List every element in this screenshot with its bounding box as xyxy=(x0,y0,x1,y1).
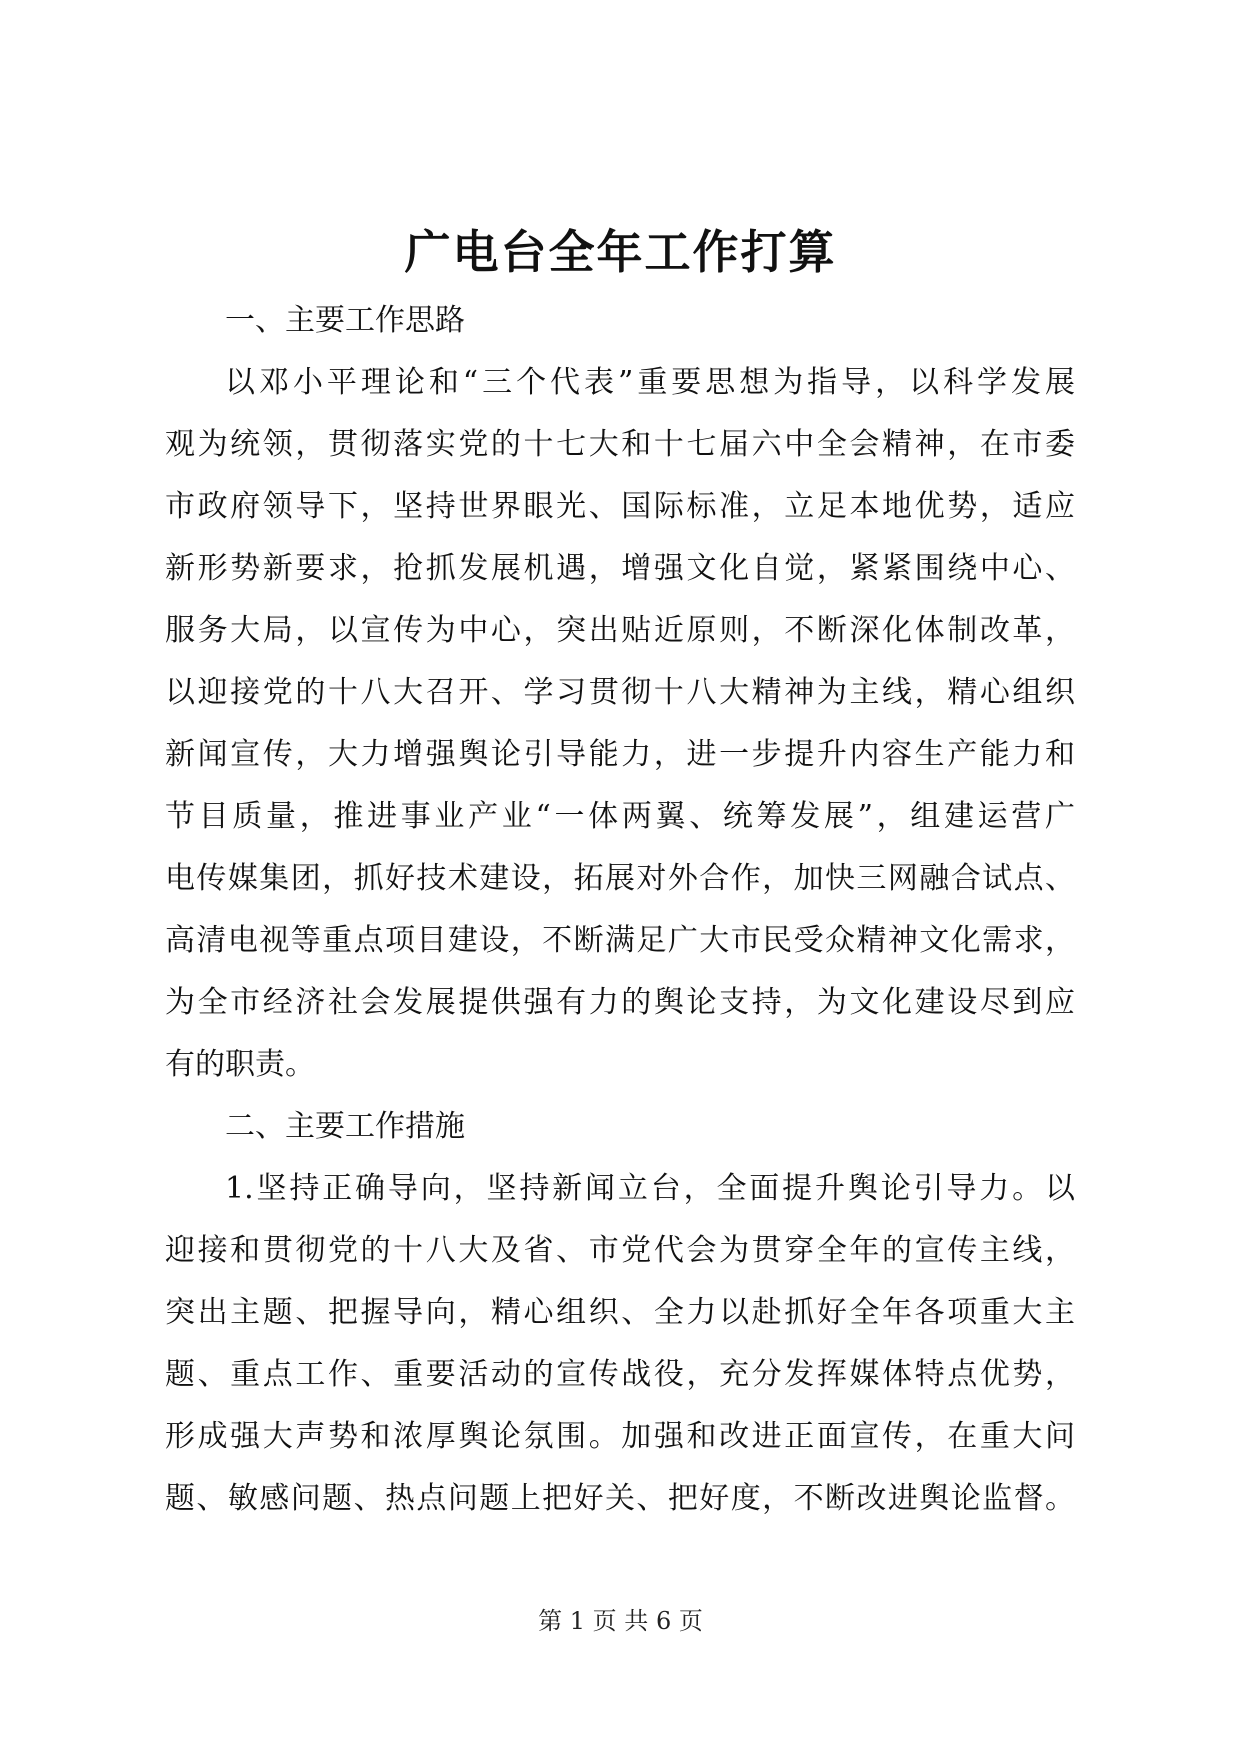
paragraph-line: 电传媒集团，抓好技术建设，拓展对外合作，加快三网融合试点、 xyxy=(165,861,1075,896)
paragraph-line: 突出主题、把握导向，精心组织、全力以赴抓好全年各项重大主 xyxy=(165,1295,1075,1330)
paragraph-line: 节目质量，推进事业产业“一体两翼、统筹发展”，组建运营广 xyxy=(165,799,1075,834)
paragraph-line: 服务大局，以宣传为中心，突出贴近原则，不断深化体制改革， xyxy=(165,613,1075,648)
paragraph-line: 为全市经济社会发展提供强有力的舆论支持，为文化建设尽到应 xyxy=(165,985,1075,1020)
paragraph-line: 市政府领导下，坚持世界眼光、国际标准，立足本地优势，适应 xyxy=(165,489,1075,524)
paragraph-line: 1.坚持正确导向，坚持新闻立台，全面提升舆论引导力。以 xyxy=(225,1171,1075,1206)
paragraph-line: 题、敏感问题、热点问题上把好关、把好度，不断改进舆论监督。 xyxy=(165,1481,1075,1516)
paragraph-line: 新闻宣传，大力增强舆论引导能力，进一步提升内容生产能力和 xyxy=(165,737,1075,772)
paragraph-line: 有的职责。 xyxy=(165,1047,315,1082)
paragraph-line: 迎接和贯彻党的十八大及省、市党代会为贯穿全年的宣传主线， xyxy=(165,1233,1075,1268)
document-body xyxy=(165,290,1075,1530)
section-heading: 二、主要工作措施 xyxy=(225,1109,465,1144)
paragraph-line: 题、重点工作、重要活动的宣传战役，充分发挥媒体特点优势， xyxy=(165,1357,1075,1392)
section-heading: 一、主要工作思路 xyxy=(225,303,465,338)
document-title: 广电台全年工作打算 xyxy=(404,225,837,279)
paragraph-line: 以邓小平理论和“三个代表”重要思想为指导，以科学发展 xyxy=(225,365,1075,400)
paragraph-line: 高清电视等重点项目建设，不断满足广大市民受众精神文化需求， xyxy=(165,923,1075,958)
paragraph-line: 观为统领，贯彻落实党的十七大和十七届六中全会精神，在市委 xyxy=(165,427,1075,462)
paragraph-line: 新形势新要求，抢抓发展机遇，增强文化自觉，紧紧围绕中心、 xyxy=(165,551,1075,586)
paragraph-line: 形成强大声势和浓厚舆论氛围。加强和改进正面宣传，在重大问 xyxy=(165,1419,1075,1454)
page-footer: 第 1 页 共 6 页 xyxy=(538,1607,703,1635)
paragraph-line: 以迎接党的十八大召开、学习贯彻十八大精神为主线，精心组织 xyxy=(165,675,1075,710)
